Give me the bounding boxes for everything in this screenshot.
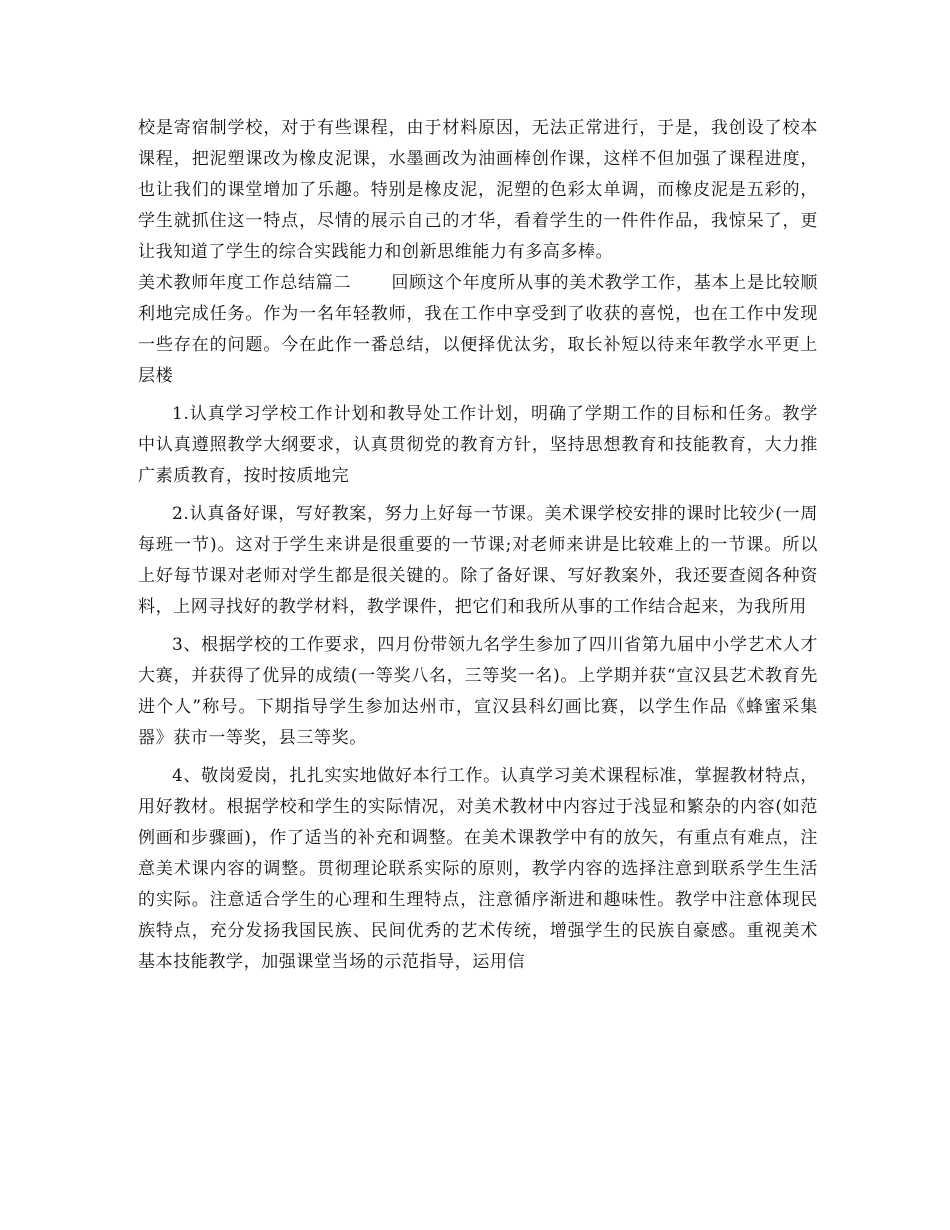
list-item-3: 3、根据学校的工作要求，四月份带领九名学生参加了四川省第九届中小学艺术人才大赛，并获得了优异的成绩(一等奖八名，三等奖一名)。上学期并获“宣汉县艺术教育先进个人”称号。下期指导学生参加达州市，宣汉县科幻画比赛，以学生作品《蜂蜜采集器》获市一等奖，县三等奖。 — [138, 635, 818, 748]
section-intro: 回顾这个年度所从事的美术教学工作，基本上是比较顺利地完成任务。作为一名年轻教师，我在工作中享受到了收获的喜悦，也在工作中发现一些存在的问题。今在此作一番总结，以便择优汰劣，取长补短以待来年教学水平更上层楼 — [138, 273, 819, 386]
list-item-2: 2.认真备好课，写好教案，努力上好每一节课。美术课学校安排的课时比较少(一周每班一节)。这对于学生来讲是很重要的一节课;对老师来讲是比较难上的一节课。所以上好每节课对老师对学生都是很关键的。除了备好课、写好教案外，我还要查阅各种资料，上网寻找好的教学材料，教学课件，把它们和我所从事的工作结合起来，为我所用 — [138, 504, 818, 617]
list-item-1: 1.认真学习学校工作计划和教导处工作计划，明确了学期工作的目标和任务。教学中认真遵照教学大纲要求，认真贯彻党的教育方针，坚持思想教育和技能教育，大力推广素质教育，按时按质地完 — [138, 404, 818, 486]
document-body — [138, 113, 818, 985]
section-paragraph — [138, 268, 818, 392]
paragraph-continued: 校是寄宿制学校，对于有些课程，由于材料原因，无法正常进行，于是，我创设了校本课程，把泥塑课改为橡皮泥课，水墨画改为油画棒创作课，这样不但加强了课程进度，也让我们的课堂增加了乐趣。特别是橡皮泥，泥塑的色彩太单调，而橡皮泥是五彩的，学生就抓住这一特点，尽情的展示自己的才华，看着学生的一件件作品，我惊呆了，更让我知道了学生的综合实践能力和创新思维能力有多高多棒。 — [138, 118, 818, 262]
list-item-4: 4、敬岗爱岗，扎扎实实地做好本行工作。认真学习美术课程标准，掌握教材特点，用好教材。根据学校和学生的实际情况，对美术教材中内容过于浅显和繁杂的内容(如范例画和步骤画)，作了适当的补充和调整。在美术课教学中有的放矢，有重点有难点，注意美术课内容的调整。贯彻理论联系实际的原则，教学内容的选择注意到联系学生生活的实际。注意适合学生的心理和生理特点，注意循序渐进和趣味性。教学中注意体现民族特点，充分发扬我国民族、民间优秀的艺术传统，增强学生的民族自豪感。重视美术基本技能教学，加强课堂当场的示范指导，运用信 — [138, 766, 818, 972]
section-title: 美术教师年度工作总结篇二 — [138, 273, 352, 293]
